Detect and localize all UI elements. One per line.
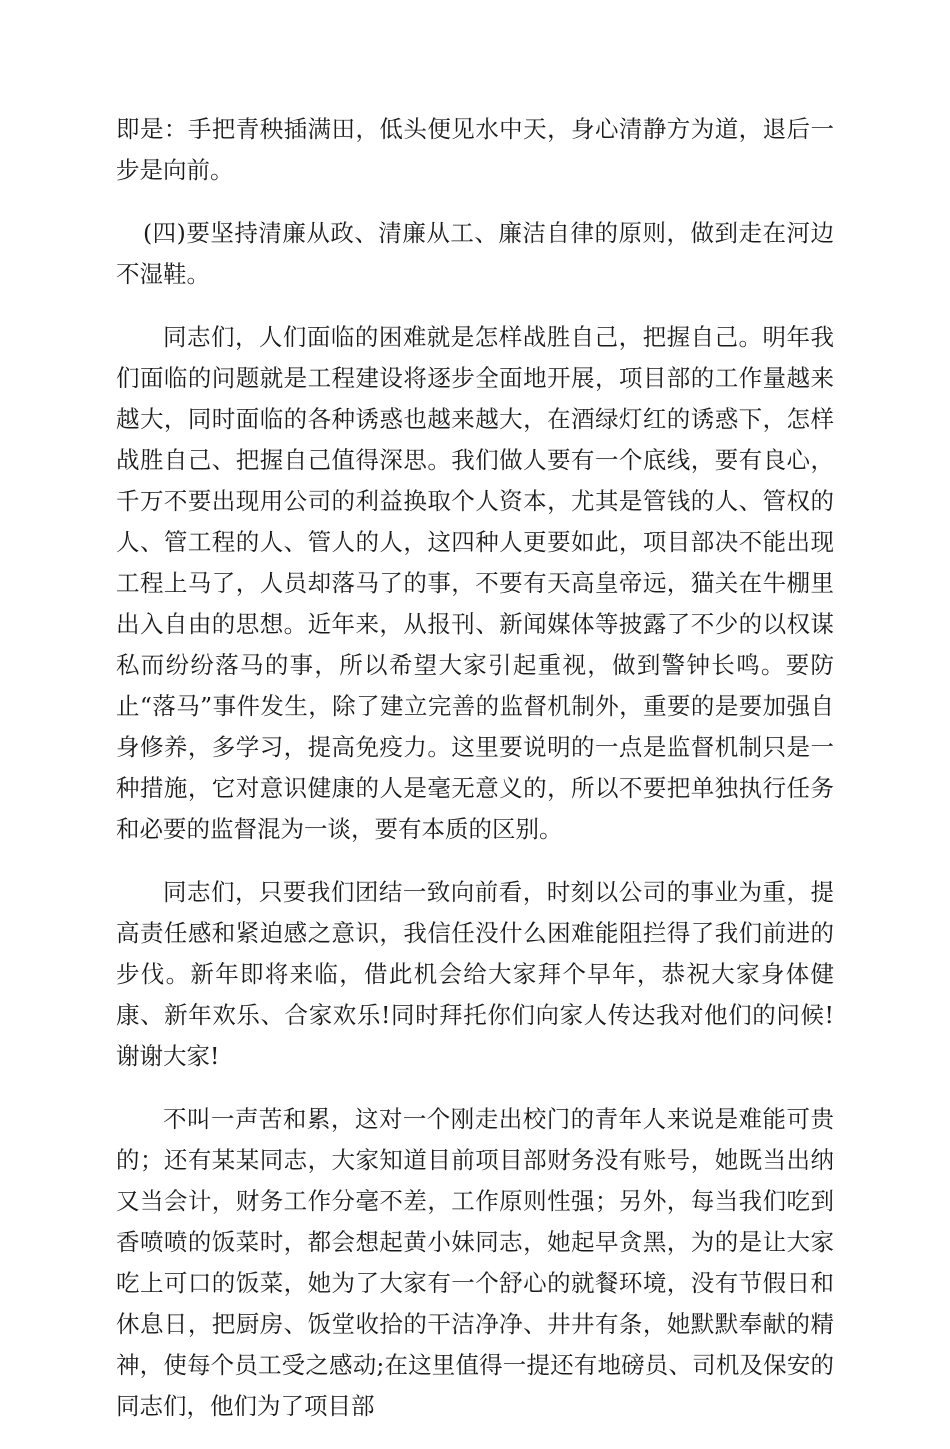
document-body — [116, 109, 834, 1449]
paragraph-3: 同志们，人们面临的困难就是怎样战胜自己，把握自己。明年我们面临的问题就是工程建设将逐步全面地开展，项目部的工作量越来越大，同时面临的各种诱惑也越来越大，在酒绿灯红的诱惑下，怎样战胜自己、把握自己值得深思。我们做人要有一个底线，要有良心，千万不要出现用公司的利益换取个人资本，尤其是管钱的人、管权的人、管工程的人、管人的人，这四种人更要如此，项目部决不能出现工程上马了，人员却落马了的事，不要有天高皇帝远，猫关在牛棚里出入自由的思想。近年来，从报刊、新闻媒体等披露了不少的以权谋私而纷纷落马的事，所以希望大家引起重视，做到警钟长鸣。要防止“落马”事件发生，除了建立完善的监督机制外，重要的是要加强自身修养，多学习，提高免疫力。这里要说明的一点是监督机制只是一种措施，它对意识健康的人是毫无意义的，所以不要把单独执行任务和必要的监督混为一谈，要有本质的区别。 — [116, 323, 834, 843]
paragraph-4: 同志们，只要我们团结一致向前看，时刻以公司的事业为重，提高责任感和紧迫感之意识，我信任没什么困难能阻拦得了我们前进的步伐。新年即将来临，借此机会给大家拜个早年，恭祝大家身体健康、新年欢乐、合家欢乐!同时拜托你们向家人传达我对他们的问候!谢谢大家! — [116, 878, 834, 1070]
paragraph-5: 不叫一声苦和累，这对一个刚走出校门的青年人来说是难能可贵的；还有某某同志，大家知道目前项目部财务没有账号，她既当出纳又当会计，财务工作分毫不差，工作原则性强；另外，每当我们吃到香喷喷的饭菜时，都会想起黄小妹同志，她起早贪黑，为的是让大家吃上可口的饭菜，她为了大家有一个舒心的就餐环境，没有节假日和休息日，把厨房、饭堂收拾的干洁净净、井井有条，她默默奉献的精神，使每个员工受之感动;在这里值得一提还有地磅员、司机及保安的同志们，他们为了项目部 — [116, 1105, 834, 1420]
paragraph-1: 即是：手把青秧插满田，低头便见水中天，身心清静方为道，退后一步是向前。 — [116, 115, 834, 184]
section-heading-4: (四)要坚持清廉从政、清廉从工、廉洁自律的原则，做到走在河边不湿鞋。 — [116, 219, 834, 288]
